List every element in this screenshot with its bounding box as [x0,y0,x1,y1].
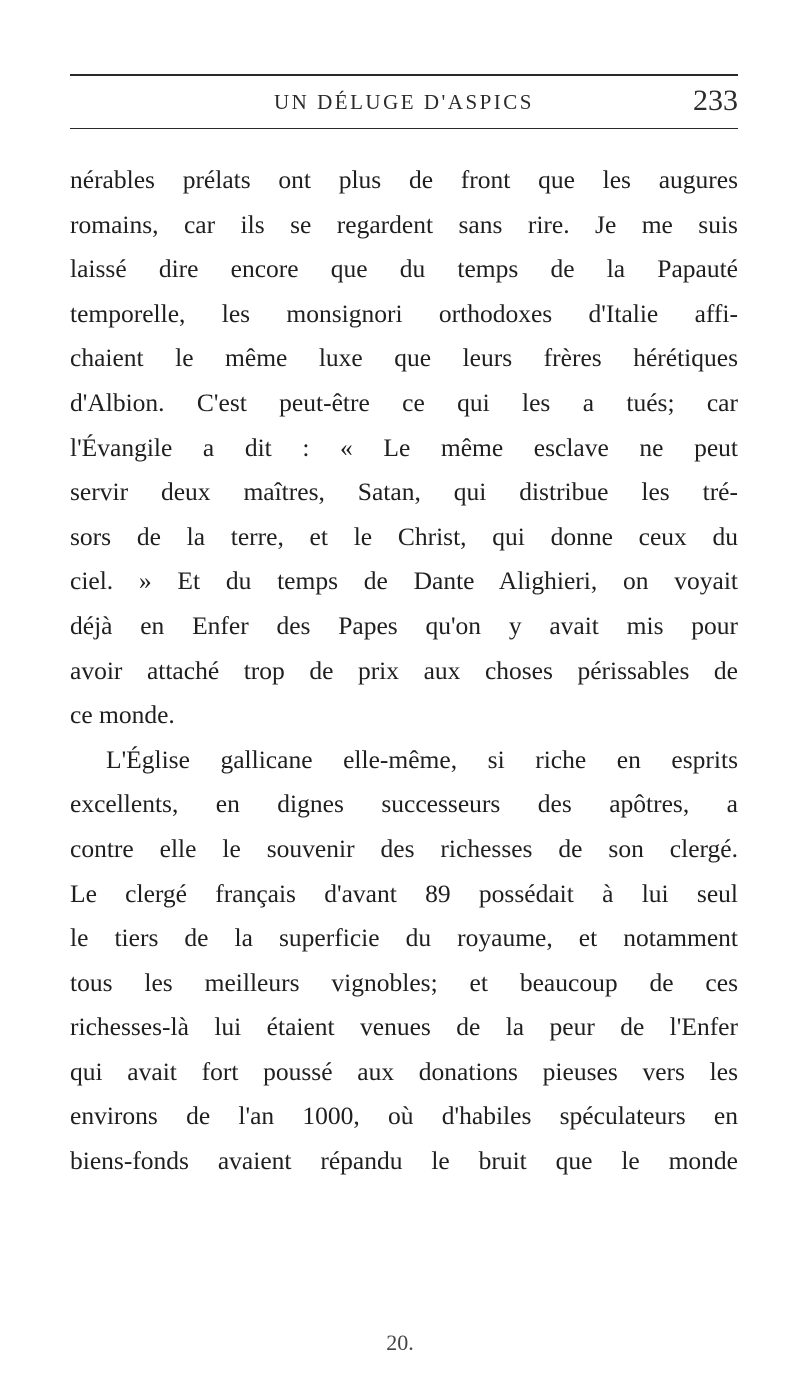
text-line: laissé dire encore que du temps de la Papauté [70,254,738,284]
text-line: sors de la terre, et le Christ, qui donne ceux du [70,521,738,551]
text-line: qui avait fort poussé aux donations pieuses vers les [70,1056,738,1086]
paragraph-end-line: ce monde. [70,700,175,730]
text-line: l'Évangile a dit : « Le même esclave ne peut [70,432,738,462]
text-line: biens-fonds avaient répandu le bruit que le monde [70,1146,738,1176]
text-line: richesses-là lui étaient venues de la peur de l'Enfer [70,1012,738,1042]
text-line: environs de l'an 1000, où d'habiles spéculateurs en [70,1101,738,1131]
text-line: chaient le même luxe que leurs frères hérétiques [70,343,738,373]
text-line: romains, car ils se regardent sans rire. Je me suis [70,209,738,239]
text-line: servir deux maîtres, Satan, qui distribue les tré- [70,477,738,507]
text-line: d'Albion. C'est peut-être ce qui les a tués; car [70,387,738,417]
body-text [70,158,738,1184]
page-number: 233 [693,84,738,117]
text-line: excellents, en dignes successeurs des apôtres, a [70,789,738,819]
text-line: avoir attaché trop de prix aux choses périssables de [70,655,738,685]
text-line: contre elle le souvenir des richesses de son clergé. [70,833,738,863]
text-line: nérables prélats ont plus de front que les augures [70,165,738,194]
text-line: tous les meilleurs vignobles; et beaucoup de ces [70,967,738,997]
text-line: le tiers de la superficie du royaume, et notamment [70,923,738,953]
text-line: temporelle, les monsignori orthodoxes d'Italie affi- [70,298,738,328]
text-line: ciel. » Et du temps de Dante Alighieri, on voyait [70,566,738,596]
signature-mark: 20. [386,1330,414,1355]
header-top-rule [70,74,738,76]
running-title: UN DÉLUGE D'ASPICS [274,90,534,114]
text-line: Le clergé français d'avant 89 possédait à lui seul [70,878,738,908]
header-bottom-rule [70,128,738,129]
text-line: déjà en Enfer des Papes qu'on y avait mis pour [70,610,738,640]
running-head [70,84,738,124]
paragraph-start-line: L'Église gallicane elle-même, si riche en esprits [106,744,738,774]
